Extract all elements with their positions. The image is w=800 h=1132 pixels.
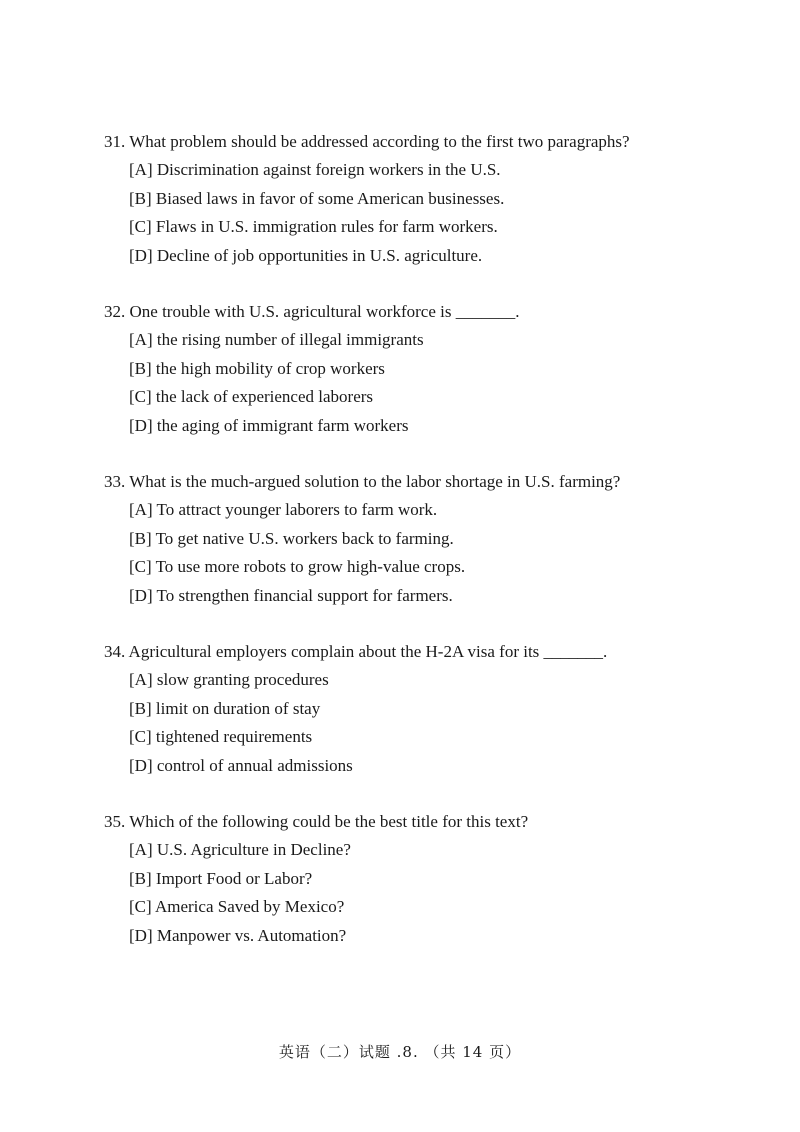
option-d: [D] control of annual admissions	[129, 755, 353, 775]
option-a: [A] U.S. Agriculture in Decline?	[129, 840, 351, 859]
option-d: [D] Decline of job opportunities in U.S. agriculture.	[129, 245, 483, 265]
question-stem: 33. What is the much-argued solution to the labor shortage in U.S. farming?	[104, 472, 621, 491]
option-a: [A] the rising number of illegal immigrants	[129, 330, 424, 349]
option-b: [B] Biased laws in favor of some American businesses.	[129, 188, 505, 208]
option-a: [A] slow granting procedures	[129, 670, 329, 689]
question-stem: 32. One trouble with U.S. agricultural workforce is _______.	[104, 302, 520, 321]
option-b: [B] To get native U.S. workers back to farming.	[129, 528, 454, 548]
option-c: [C] To use more robots to grow high-value crops.	[129, 557, 466, 576]
question-stem: 31. What problem should be addressed according to the first two paragraphs?	[104, 132, 630, 151]
option-list	[104, 326, 704, 440]
option-list	[104, 156, 704, 270]
question-32	[104, 298, 704, 440]
page-footer: 英语（二）试题 .8. （共 14 页）	[278, 1043, 522, 1061]
question-list	[104, 128, 704, 978]
option-a: [A] Discrimination against foreign workers in the U.S.	[129, 160, 501, 179]
option-d: [D] the aging of immigrant farm workers	[129, 415, 409, 435]
option-b: [B] limit on duration of stay	[129, 698, 321, 718]
question-33	[104, 468, 704, 610]
option-list	[104, 666, 704, 780]
option-d: [D] To strengthen financial support for farmers.	[129, 585, 453, 605]
question-35	[104, 808, 704, 950]
option-list	[104, 836, 704, 950]
question-stem: 34. Agricultural employers complain about the H-2A visa for its _______.	[104, 642, 608, 661]
option-c: [C] the lack of experienced laborers	[129, 387, 374, 406]
option-c: [C] America Saved by Mexico?	[129, 897, 345, 916]
question-31	[104, 128, 704, 270]
question-34	[104, 638, 704, 780]
option-a: [A] To attract younger laborers to farm work.	[129, 500, 438, 519]
option-c: [C] tightened requirements	[129, 727, 313, 746]
option-d: [D] Manpower vs. Automation?	[129, 925, 347, 945]
option-c: [C] Flaws in U.S. immigration rules for farm workers.	[129, 217, 498, 236]
option-b: [B] the high mobility of crop workers	[129, 358, 385, 378]
option-list	[104, 496, 704, 610]
question-stem: 35. Which of the following could be the best title for this text?	[104, 812, 529, 831]
option-b: [B] Import Food or Labor?	[129, 868, 313, 888]
